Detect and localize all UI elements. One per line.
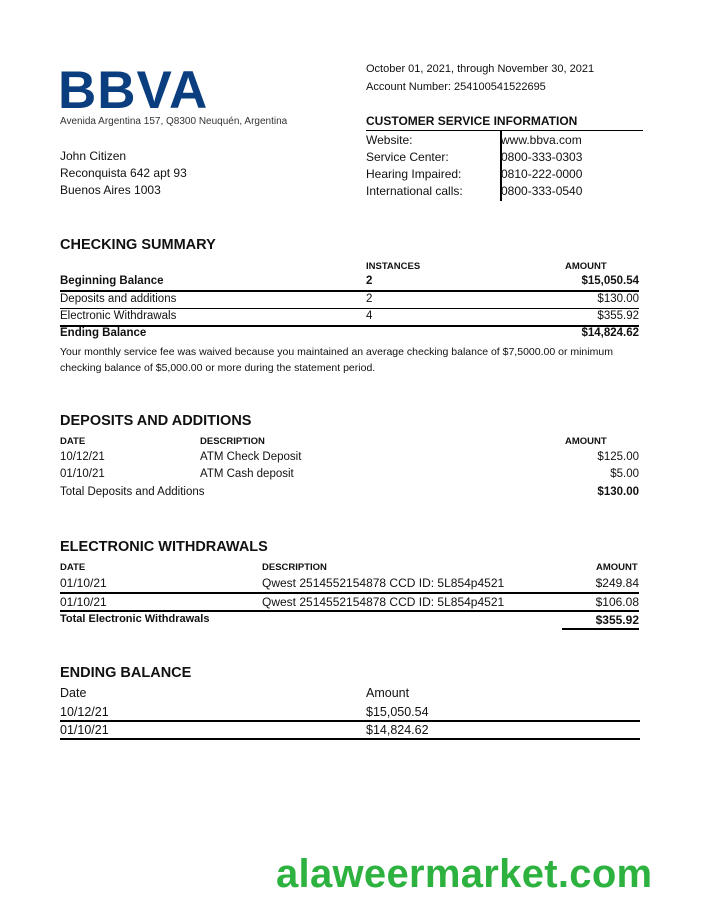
customer-service-row: [366, 166, 643, 183]
deposit-amount: $125.00: [597, 451, 639, 463]
summary-label: Beginning Balance: [60, 275, 164, 287]
service-fee-note-line-1: Your monthly service fee was waived because you maintained an average checking balance of $7,5000.00 or minimum: [60, 346, 613, 358]
ending-balance-row: [60, 704, 639, 721]
ending-amount: $14,824.62: [366, 723, 429, 737]
deposits-title: DEPOSITS AND ADDITIONS: [60, 413, 252, 429]
summary-amount: $355.92: [597, 310, 639, 322]
withdrawal-total-label: Total Electronic Withdrawals: [60, 613, 210, 625]
cs-value: 0800-333-0303: [501, 150, 583, 164]
deposit-total-amount: $130.00: [597, 486, 639, 498]
col-header-instances: INSTANCES: [366, 261, 421, 272]
customer-name: John Citizen: [60, 149, 127, 163]
account-number: Account Number: 254100541522695: [366, 81, 546, 93]
col-header-amount: Amount: [366, 686, 410, 700]
summary-label: Ending Balance: [60, 327, 147, 339]
cs-label: Hearing Impaired:: [366, 167, 462, 181]
deposit-description: ATM Cash deposit: [200, 468, 294, 480]
summary-amount: $15,050.54: [581, 275, 639, 287]
withdrawal-row: [60, 594, 639, 611]
summary-row-withdrawals: [60, 309, 639, 326]
statement-period: October 01, 2021, through November 30, 2021: [366, 63, 595, 75]
ending-balance-title: ENDING BALANCE: [60, 665, 192, 681]
withdrawal-total-amount: $355.92: [595, 613, 639, 627]
deposit-row: [60, 450, 639, 467]
withdrawal-total-row: [60, 612, 639, 629]
deposit-total-label: Total Deposits and Additions: [60, 486, 205, 498]
customer-service-title: CUSTOMER SERVICE INFORMATION: [366, 114, 643, 131]
customer-city: Buenos Aires 1003: [60, 183, 161, 197]
summary-instances: 2: [366, 275, 373, 287]
cs-label: Website:: [366, 133, 413, 147]
checking-summary-title: CHECKING SUMMARY: [60, 237, 216, 253]
summary-instances: 2: [366, 293, 373, 305]
summary-row-deposits: [60, 292, 639, 309]
withdrawal-date: 01/10/21: [60, 595, 107, 609]
summary-label: Electronic Withdrawals: [60, 310, 177, 322]
customer-service-row: [366, 149, 643, 166]
watermark-text: alaweermarket.com: [276, 852, 653, 896]
withdrawals-title: ELECTRONIC WITHDRAWALS: [60, 539, 268, 555]
cs-label: International calls:: [366, 184, 463, 198]
withdrawal-amount: $249.84: [595, 576, 639, 590]
deposit-date: 01/10/21: [60, 468, 105, 480]
deposit-date: 10/12/21: [60, 451, 105, 463]
col-header-amount: AMOUNT: [596, 562, 638, 573]
bank-address: Avenida Argentina 157, Q8300 Neuquén, Argentina: [60, 116, 288, 127]
customer-street: Reconquista 642 apt 93: [60, 166, 187, 180]
cs-website[interactable]: www.bbva.com: [501, 133, 582, 147]
ending-amount: $15,050.54: [366, 705, 429, 719]
customer-service-row: [366, 183, 643, 200]
summary-amount: $14,824.62: [581, 327, 639, 339]
col-header-date: DATE: [60, 436, 86, 447]
summary-row-beginning: [60, 274, 639, 291]
cs-value: 0800-333-0540: [501, 184, 583, 198]
customer-service-row: [366, 132, 643, 149]
summary-row-ending: [60, 326, 639, 343]
withdrawal-date: 01/10/21: [60, 576, 107, 590]
deposit-row: [60, 467, 639, 484]
summary-label: Deposits and additions: [60, 293, 177, 305]
divider: [60, 738, 640, 740]
ending-date: 10/12/21: [60, 705, 109, 719]
col-header-description: DESCRIPTION: [262, 562, 327, 573]
withdrawal-row: [60, 575, 639, 592]
col-header-description: DESCRIPTION: [200, 436, 265, 447]
summary-instances: 4: [366, 310, 373, 322]
col-header-date: Date: [60, 686, 87, 700]
ending-date: 01/10/21: [60, 723, 109, 737]
ending-balance-row: [60, 722, 639, 739]
withdrawal-description: Qwest 2514552154878 CCD ID: 5L854p4521: [262, 576, 505, 590]
withdrawal-amount: $106.08: [595, 595, 639, 609]
service-fee-note-line-2: checking balance of $5,000.00 or more during the statement period.: [60, 362, 376, 374]
deposit-amount: $5.00: [610, 468, 639, 480]
summary-amount: $130.00: [597, 293, 639, 305]
total-underline: [562, 628, 639, 630]
logo-text: BBVA: [58, 62, 209, 114]
bbva-logo: [58, 62, 228, 114]
deposit-total-row: [60, 485, 639, 502]
cs-label: Service Center:: [366, 150, 449, 164]
cs-value: 0810-222-0000: [501, 167, 583, 181]
col-header-amount: AMOUNT: [565, 261, 607, 272]
col-header-amount: AMOUNT: [565, 436, 607, 447]
col-header-date: DATE: [60, 562, 86, 573]
deposit-description: ATM Check Deposit: [200, 451, 302, 463]
withdrawal-description: Qwest 2514552154878 CCD ID: 5L854p4521: [262, 595, 505, 609]
